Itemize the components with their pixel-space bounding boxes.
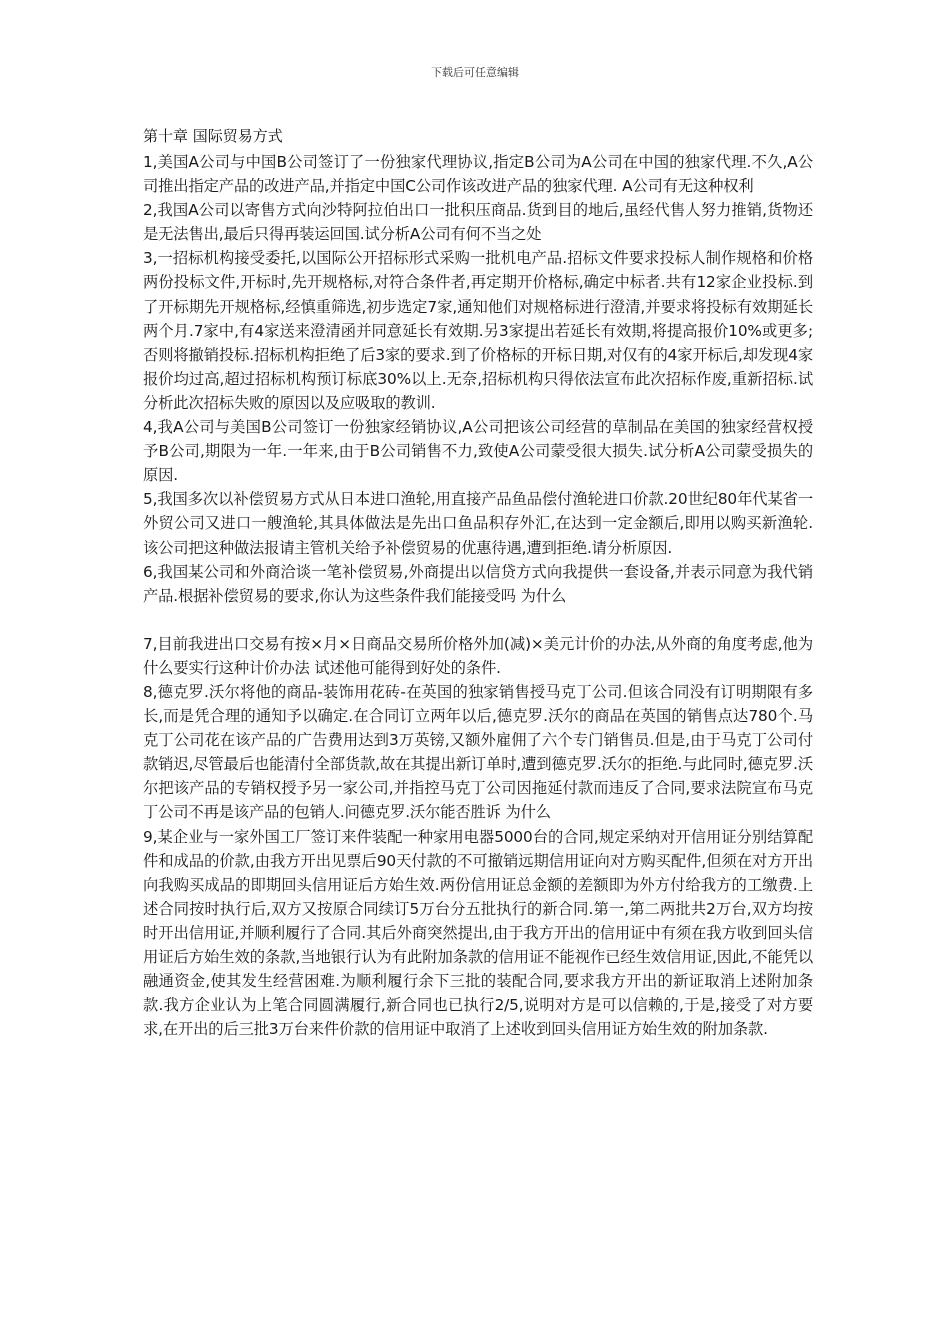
paragraph-spacer	[143, 608, 813, 632]
question-4: 4,我A公司与美国B公司签订一份独家经销协议,A公司把该公司经营的草制品在美国的独家经营权授予B公司,期限为一年.一年来,由于B公司销售不力,致使A公司蒙受很大损失.试分析A公司蒙受损失的原因.	[143, 418, 813, 485]
question-7: 7,目前我进出口交易有按×月×日商品交易所价格外加(减)×美元计价的办法,从外商的角度考虑,他为什么要实行这种计价办法 试述他可能得到好处的条件.	[143, 634, 813, 677]
question-3: 3,一招标机构接受委托,以国际公开招标形式采购一批机电产品.招标文件要求投标人制作规格和价格两份投标文件,开标时,先开规格标,对符合条件者,再定期开价格标,确定中标者.共有12家企业投标.到了开标期先开规格标,经慎重筛选,初步选定7家,通知他们对规格标进行澄清,并要求将投标有效期延长两个月.7家中,有4家送来澄清函并同意延长有效期.另3家提出若延长有效期,将提高报价10%或更多;否则将撤销投标.招标机构拒绝了后3家的要求.到了价格标的开标日期,对仅有的4家开标后,却发现4家报价均过高,超过招标机构预订标底30%以上.无奈,招标机构只得依法宣布此次招标作废,重新招标.试分析此次招标失败的原因以及应吸取的教训.	[143, 249, 813, 412]
document-body	[143, 124, 813, 1041]
question-9: 9,某企业与一家外国工厂签订来件装配一种家用电器5000台的合同,规定采纳对开信用证分别结算配件和成品的价款,由我方开出见票后90天付款的不可撤销远期信用证向对方购买配件,但须在对方开出向我购买成品的即期回头信用证后方始生效.两份信用证总金额的差额即为外方付给我方的工缴费.上述合同按时执行后,双方又按原合同续订5万台分五批执行的新合同.第一,第二两批共2万台,双方均按时开出信用证,并顺利履行了合同.其后外商突然提出,由于我方开出的信用证中有须在我方收到回头信用证后方始生效的条款,当地银行认为有此附加条款的信用证不能视作已经生效信用证,因此,不能凭以融通资金,使其发生经营困难.为顺利履行余下三批的装配合同,要求我方开出的新证取消上述附加条款.我方企业认为上笔合同圆满履行,新合同也已执行2/5,说明对方是可以信赖的,于是,接受了对方要求,在开出的后三批3万台来件价款的信用证中取消了上述收到回头信用证方始生效的附加条款.	[143, 827, 813, 1039]
question-8: 8,德克罗.沃尔将他的商品-装饰用花砖-在英国的独家销售授马克丁公司.但该合同没有订明期限有多长,而是凭合理的通知予以确定.在合同订立两年以后,德克罗.沃尔的商品在英国的销售点达780个.马克丁公司花在该产品的广告费用达到3万英镑,又额外雇佣了六个专门销售员.但是,由于马克丁公司付款销迟,尽管最后也能清付全部货款,故在其提出新订单时,遭到德克罗.沃尔的拒绝.与此同时,德克罗.沃尔把该产品的专销权授予另一家公司,并指控马克丁公司因拖延付款而违反了合同,要求法院宣布马克丁公司不再是该产品的包销人.问德克罗.沃尔能否胜诉 为什么	[143, 682, 813, 822]
chapter-title: 第十章 国际贸易方式	[143, 127, 283, 145]
page-header: 下载后可任意编辑	[431, 66, 519, 79]
question-6: 6,我国某公司和外商洽谈一笔补偿贸易,外商提出以信贷方式向我提供一套设备,并表示同意为我代销产品.根据补偿贸易的要求,你认为这些条件我们能接受吗 为什么	[143, 562, 813, 605]
question-5: 5,我国多次以补偿贸易方式从日本进口渔轮,用直接产品鱼品偿付渔轮进口价款.20世纪80年代某省一外贸公司又进口一艘渔轮,其具体做法是先出口鱼品积存外汇,在达到一定金额后,即用以购买新渔轮.该公司把这种做法报请主管机关给予补偿贸易的优惠待遇,遭到拒绝.请分析原因.	[143, 490, 813, 557]
question-2: 2,我国A公司以寄售方式向沙特阿拉伯出口一批积压商品.货到目的地后,虽经代售人努力推销,货物还是无法售出,最后只得再装运回国.试分析A公司有何不当之处	[143, 201, 813, 244]
question-1: 1,美国A公司与中国B公司签订了一份独家代理协议,指定B公司为A公司在中国的独家代理.不久,A公司推出指定产品的改进产品,并指定中国C公司作该改进产品的独家代理. A公司有无这种权利	[143, 153, 813, 196]
